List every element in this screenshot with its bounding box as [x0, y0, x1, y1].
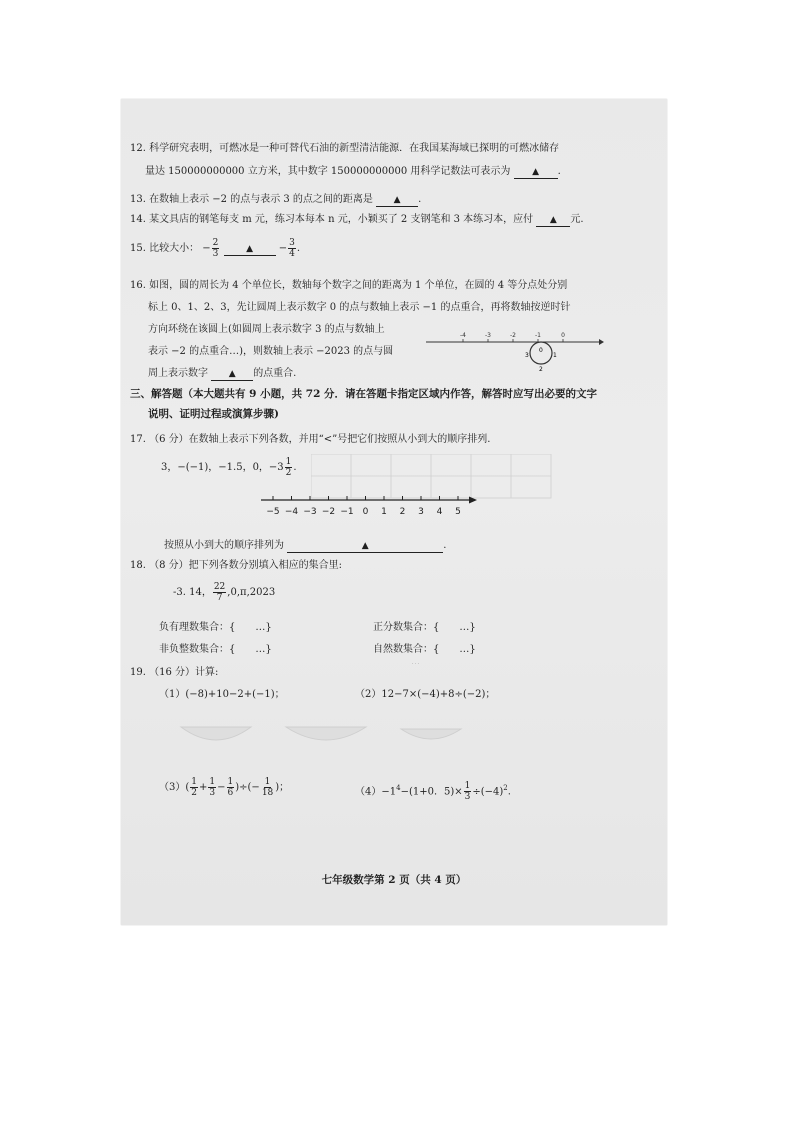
- q14-text: 某文具店的钢笔每支 m 元，练习本每本 n 元，小颖买了 2 支钢笔和 3 本练习本，应付: [149, 214, 534, 225]
- q14: [130, 213, 584, 227]
- q16-arrow-icon: [599, 339, 604, 345]
- q19-part1: （1）(−8)+10−2+(−1)；: [159, 689, 285, 700]
- q18-set-negative-rational: 负有理数集合：{ …}: [159, 622, 272, 633]
- q17-text: （6 分）在数轴上表示下列各数，并用“<”号把它们按照从小到大的顺序排列.: [149, 434, 491, 445]
- q16-text-line2: 标上 0、1、2、3，先让圆周上表示数字 0 的点与数轴上表示 −1 的点重合，再将数轴按逆时针: [148, 302, 571, 313]
- q17-order-end: .: [443, 540, 447, 551]
- q19-p3-f4-den: 18: [261, 788, 274, 798]
- q19-p3-frac1: [190, 777, 198, 798]
- q19-p4-frac: [464, 781, 472, 802]
- q19-part4: [355, 774, 511, 806]
- q12-answer-blank[interactable]: [514, 166, 558, 179]
- q13-end: .: [418, 194, 422, 205]
- q17-tick-label: 2: [399, 507, 406, 517]
- section3-text-line1: 三、解答题（本大题共有 9 小题，共 72 分．请在答题卡指定区域内作答，解答时应写出必要的文字: [130, 388, 598, 400]
- q19-p4-frac-den: 3: [464, 792, 471, 803]
- q17-tick-label: 1: [381, 507, 387, 517]
- q16-figure: [421, 327, 605, 379]
- q19-p3-tail: )；: [275, 782, 290, 793]
- q16-line4: [148, 345, 393, 358]
- q19-p3-f2-num: 1: [209, 777, 216, 787]
- bleed-through-figures: [176, 705, 516, 753]
- q15-f1-num: 2: [212, 238, 219, 248]
- q13-text: 在数轴上表示 −2 的点与表示 3 的点之间的距离是: [149, 194, 373, 205]
- q19-p3-frac3: [227, 777, 235, 798]
- q17-tick-label: 5: [455, 507, 461, 517]
- q15-f2-num: 3: [289, 238, 295, 248]
- q19-p3-f2-den: 3: [209, 788, 216, 798]
- q15-answer-blank[interactable]: [224, 243, 276, 256]
- q17-tick-label: 0: [362, 507, 369, 517]
- q19-p3-f1-den: 2: [191, 788, 197, 798]
- q19-p4-b: −(1+0．5)×: [400, 786, 463, 798]
- q18-fraction: [213, 582, 226, 603]
- q17-tick-label: 4: [436, 507, 443, 517]
- q19-p4-a: （4）−1: [355, 786, 397, 798]
- q16-tick-label: 0: [561, 332, 565, 339]
- q19-p3-f3-den: 6: [227, 788, 234, 798]
- section3-text-line2: 说明、证明过程或演算步骤): [148, 408, 279, 420]
- q17-order: [164, 539, 446, 553]
- bleed-through-text: ⋯: [411, 659, 420, 669]
- q18-set-positive-fraction: 正分数集合：{ …}: [373, 622, 476, 633]
- q18-frac-num: 22: [213, 582, 226, 592]
- q16-line3: [148, 323, 385, 336]
- q17-tick-label: −4: [284, 507, 299, 517]
- q15-end: .: [296, 243, 301, 254]
- q14-number: 14.: [130, 214, 146, 225]
- q16-text-line5a: 周上表示数字: [148, 368, 208, 379]
- q15-fraction-1: [212, 238, 220, 259]
- q19-p4-end: .: [507, 786, 511, 798]
- q17-numbers-end: .: [293, 462, 297, 473]
- q12-text-line1: 科学研究表明，可燃冰是一种可替代石油的新型清洁能源．在我国某海域已探明的可燃冰储存: [149, 143, 560, 154]
- q15-number: 15.: [130, 243, 146, 254]
- q17-axis-ticks: [266, 496, 461, 517]
- q16-tick-label: -1: [535, 332, 541, 339]
- q17-tick-label: −5: [266, 507, 280, 517]
- q19-heading: [130, 666, 218, 679]
- q15-fraction-2: [288, 238, 296, 259]
- triangle-icon: ▲: [361, 541, 369, 551]
- q19-p3-label: （3）(: [159, 782, 190, 793]
- q19-p4-c: ÷(−4): [472, 786, 504, 798]
- q19-text: （16 分）计算:: [149, 667, 219, 678]
- q14-end: 元.: [570, 214, 584, 225]
- q16-circle-label-1: 1: [553, 352, 557, 359]
- q17-frac-den: 2: [285, 468, 292, 478]
- q18-set-natural: 自然数集合：{ …}: [373, 644, 476, 655]
- q19-p3-f3-num: 1: [227, 777, 234, 787]
- q19-p3-frac4: [261, 777, 274, 798]
- q16-tick-label: -2: [510, 332, 516, 339]
- q17-frac-num: 1: [285, 457, 292, 467]
- q16-circle-label-3: 3: [525, 352, 529, 359]
- q17-heading: [130, 433, 490, 446]
- q13: [130, 193, 421, 207]
- q15: [130, 235, 300, 263]
- exam-page: [121, 99, 667, 925]
- q16-number: 16.: [130, 280, 146, 291]
- q17-mixed-fraction: [285, 457, 293, 478]
- q17-arrow-icon: [469, 497, 477, 504]
- q19-number: 19.: [130, 667, 146, 678]
- q16-line2: [148, 301, 570, 314]
- q19-p3-frac2: [208, 777, 216, 798]
- q13-answer-blank[interactable]: [376, 194, 418, 207]
- triangle-icon: ▲: [549, 215, 557, 225]
- q18-numbers-a: -3. 14，: [173, 587, 212, 598]
- q16-circle-label-2: 2: [539, 366, 543, 373]
- triangle-icon: ▲: [532, 167, 540, 177]
- q19-p3-f1-num: 1: [191, 777, 197, 787]
- q19-p3-f4-num: 1: [264, 777, 271, 787]
- q16-text-line5b: 的点重合.: [253, 368, 297, 379]
- q17-tick-label: −3: [303, 507, 317, 517]
- q17-number: 17.: [130, 434, 146, 445]
- q18-frac-den: 7: [216, 593, 223, 603]
- q19-part3: （3）( $\frac{1}{2}$ + $\frac{1}{3}$ − $\frac{1}{6}$ )÷(− $\frac{1}{18}$ )；: [159, 777, 290, 798]
- q19-p4-frac-num: 1: [464, 781, 471, 792]
- section3-heading-line1: [130, 388, 597, 401]
- triangle-icon: ▲: [246, 244, 254, 254]
- q15-neg1: −: [202, 243, 211, 254]
- q15-neg2: −: [278, 243, 288, 254]
- q15-f2-den: 4: [289, 249, 295, 259]
- q17-tick-label: −2: [321, 507, 336, 517]
- q18-heading: [130, 559, 342, 572]
- q12-end: .: [557, 166, 561, 177]
- q18-number: 18.: [130, 560, 146, 571]
- q16-axis-ticks: [460, 332, 565, 342]
- q16-text-line4: 表示 −2 的点重合…)，则数轴上表示 −2023 的点与圆: [148, 346, 394, 357]
- q19-part2: （2）12−7×(−4)+8÷(−2)；: [355, 689, 496, 700]
- q17-number-line: [261, 492, 481, 520]
- page-footer: 七年级数学第 2 页（共 4 页）: [321, 874, 467, 886]
- q17-order-text: 按照从小到大的顺序排列为: [164, 540, 284, 551]
- q14-answer-blank[interactable]: [536, 214, 570, 227]
- section3-heading-line2: [148, 408, 279, 421]
- q13-number: 13.: [130, 194, 146, 205]
- q15-f1-den: 3: [212, 249, 219, 259]
- q19-p4-exp2: 2: [503, 784, 508, 792]
- q16-tick-label: -3: [485, 332, 491, 339]
- q16-text-line1: 如图，圆的周长为 4 个单位长，数轴每个数字之间的距离为 1 个单位，在圆的 4 等分点处分别: [149, 280, 568, 291]
- q17-tick-label: −1: [340, 507, 354, 517]
- q17-order-blank[interactable]: [287, 540, 443, 553]
- q17-numbers-text: 3，−(−1)，−1.5，0，−3: [161, 462, 284, 473]
- q12-number: 12.: [130, 143, 146, 154]
- q18-text: （8 分）把下列各数分别填入相应的集合里:: [149, 560, 343, 571]
- q16-line1: [130, 279, 567, 292]
- triangle-icon: ▲: [228, 369, 236, 379]
- q16-text-line3: 方向环绕在该圆上(如圆周上表示数字 3 的点与数轴上: [148, 324, 385, 335]
- q16-circle-label-0: 0: [539, 347, 543, 354]
- q17-numbers: [161, 454, 297, 482]
- q12-text-line2: 量达 150000000000 立方米，其中数字 150000000000 用科学记数法可表示为: [145, 166, 511, 177]
- q17-tick-label: 3: [418, 507, 424, 517]
- q16-line5: [148, 367, 296, 381]
- q12-line1: [130, 142, 559, 155]
- q19-p4-exp: 4: [396, 784, 401, 792]
- q16-answer-blank[interactable]: [211, 368, 253, 381]
- q18-numbers-b: ,0,π,2023: [227, 587, 276, 598]
- q15-text: 比较大小：: [149, 243, 200, 254]
- q18-set-nonnegative-integer: 非负整数集合：{ …}: [159, 644, 272, 655]
- q19-p3-divide: )÷(−: [235, 782, 260, 793]
- q18-numbers: [173, 579, 275, 607]
- triangle-icon: ▲: [393, 195, 401, 205]
- q16-tick-label: -4: [460, 332, 466, 339]
- q12-line2: [145, 165, 561, 179]
